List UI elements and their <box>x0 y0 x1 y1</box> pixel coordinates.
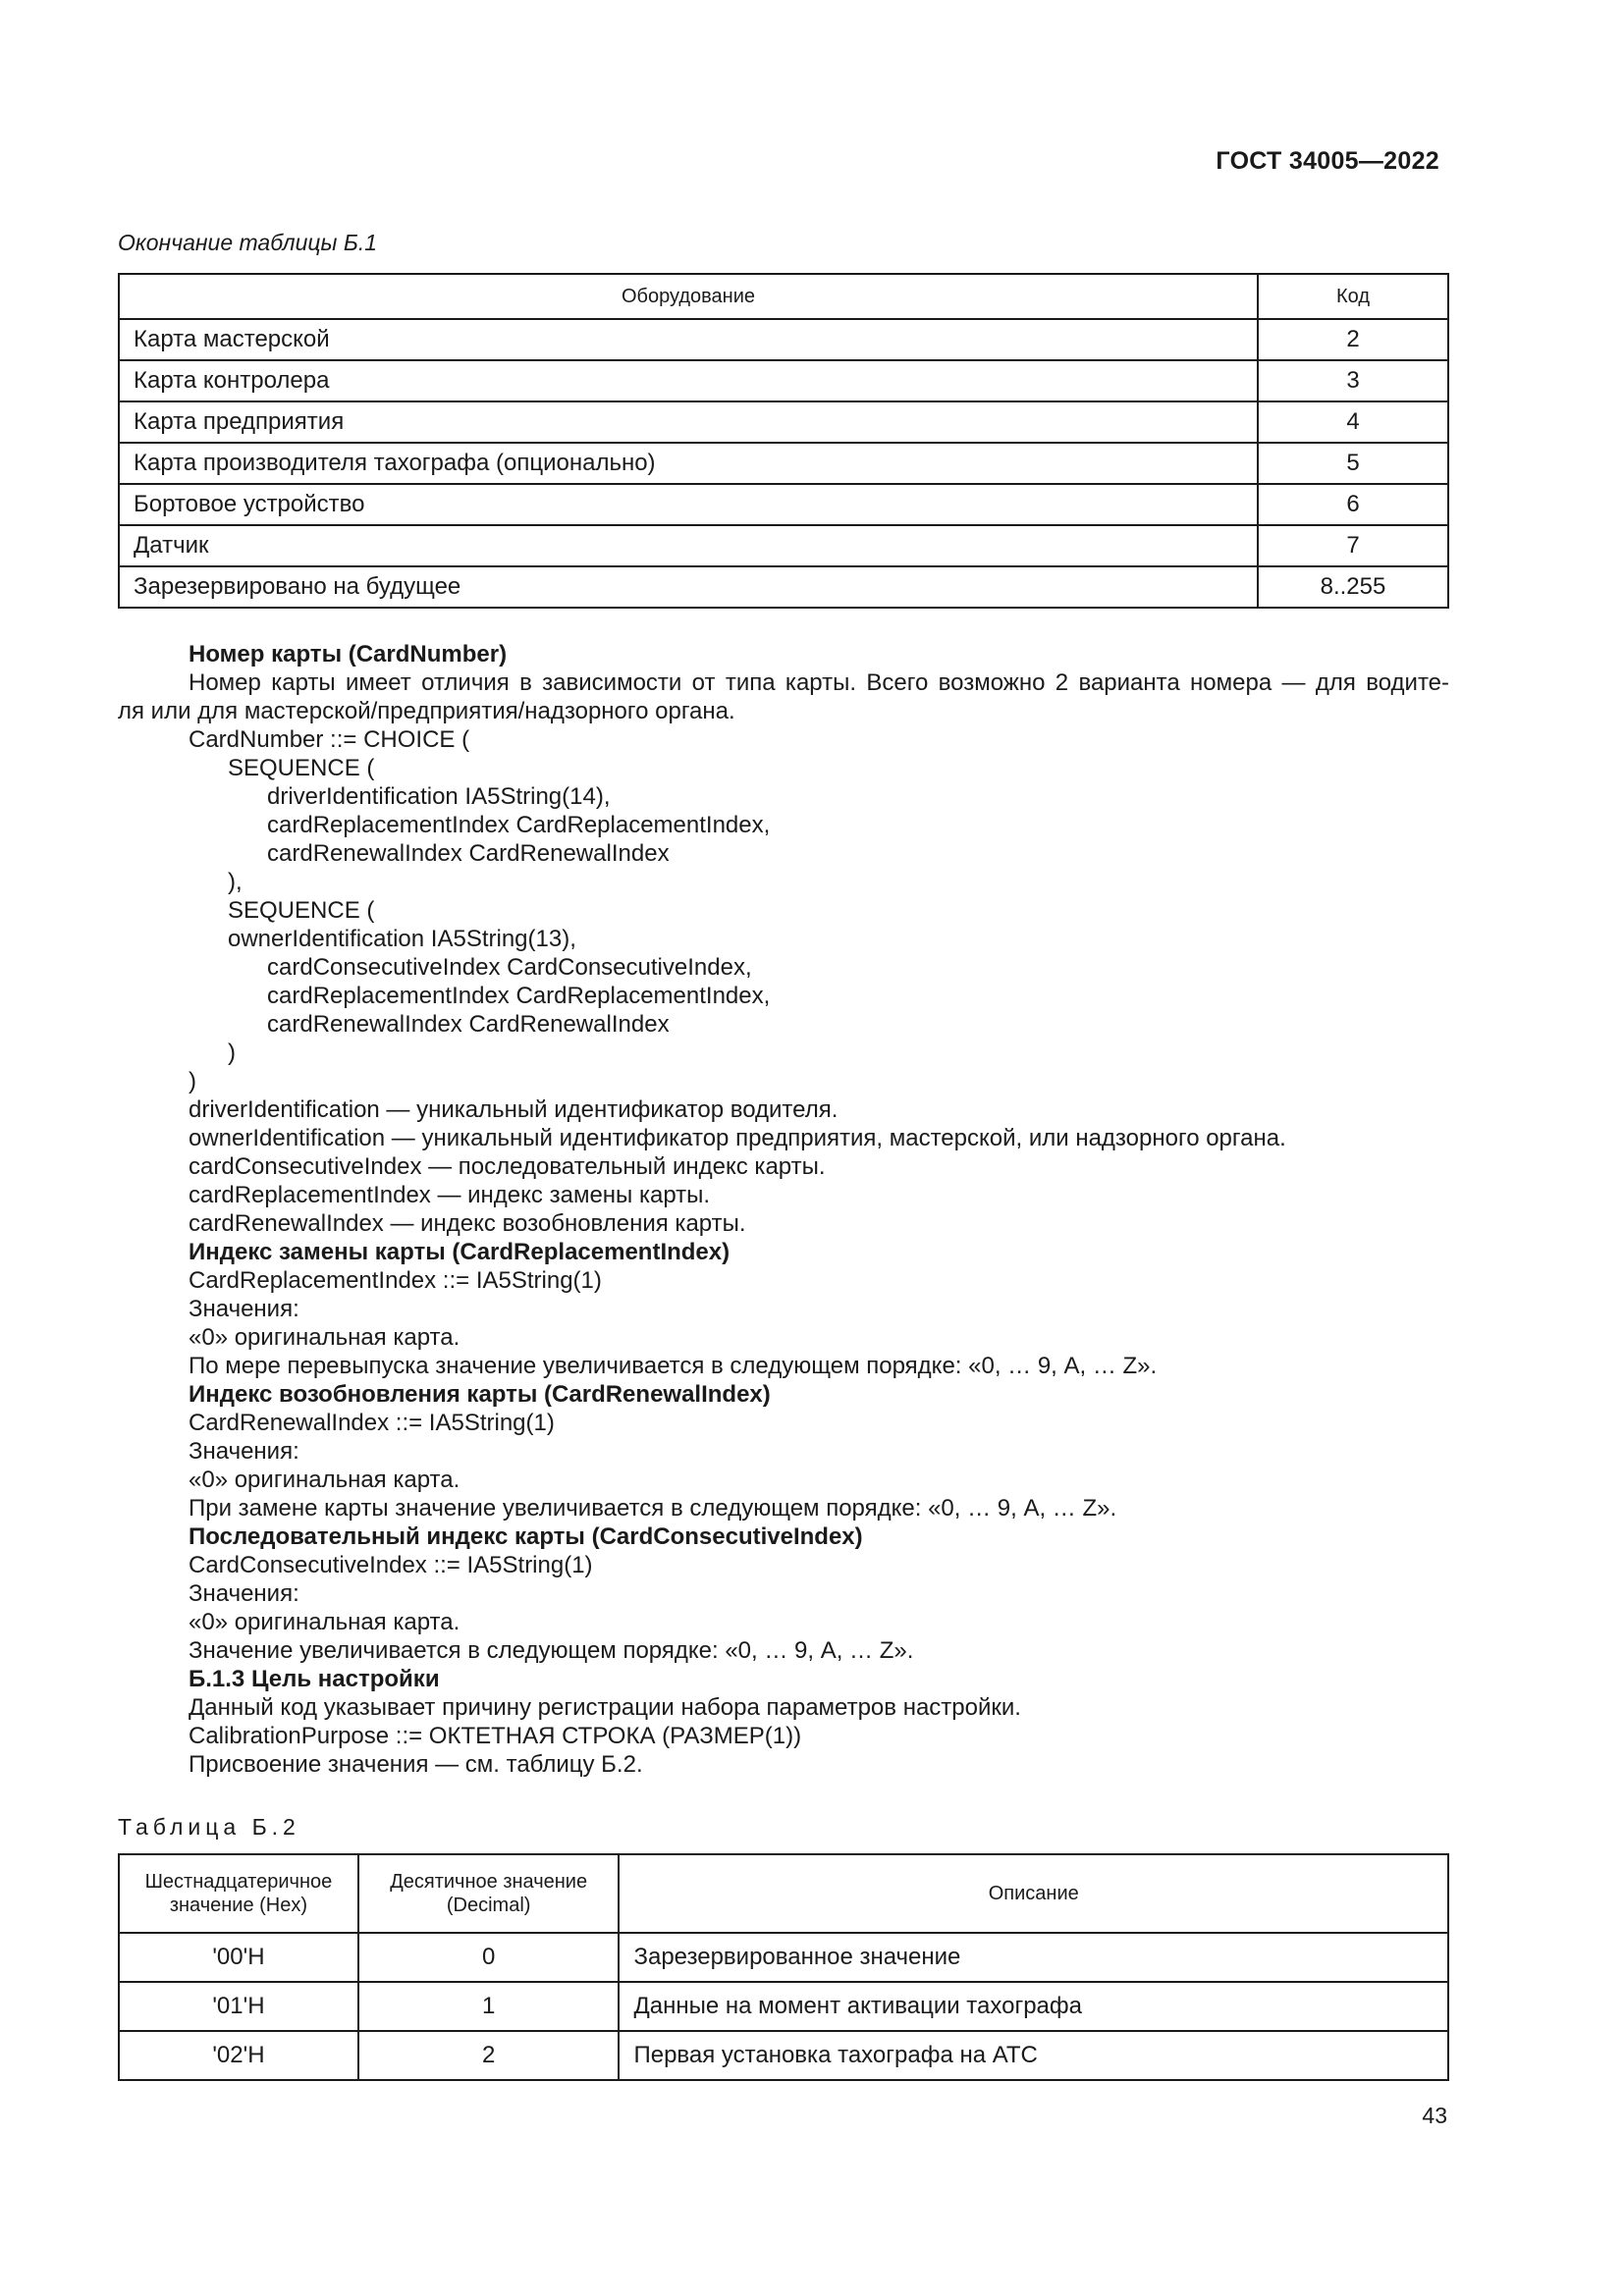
code-cell: 6 <box>1258 484 1448 525</box>
document-id: ГОСТ 34005—2022 <box>1216 147 1439 175</box>
description-cell: Первая установка тахографа на АТС <box>619 2031 1448 2080</box>
page-number: 43 <box>1422 2103 1447 2128</box>
description-cell: Данные на момент активации тахографа <box>619 1982 1448 2031</box>
code-cell: 4 <box>1258 401 1448 443</box>
code-line: SEQUENCE ( <box>228 755 375 781</box>
hex-cell: '01'H <box>119 1982 358 2031</box>
table-row <box>119 401 1448 443</box>
table-row <box>119 566 1448 608</box>
column-header-code: Код <box>1258 274 1448 319</box>
equipment-cell: Карта мастерской <box>119 319 1258 360</box>
paragraph-line: Номер карты имеет отличия в зависимости от типа карты. Всего возможно 2 варианта номера — для водите- <box>189 669 1449 696</box>
code-line: CardNumber ::= CHOICE ( <box>189 726 470 753</box>
definition-line: cardRenewalIndex — индекс возобновления карты. <box>189 1210 746 1237</box>
equipment-cell: Зарезервировано на будущее <box>119 566 1258 608</box>
code-line: driverIdentification IA5String(14), <box>267 783 611 810</box>
equipment-cell: Карта контролера <box>119 360 1258 401</box>
paragraph-line: По мере перевыпуска значение увеличивается в следующем порядке: «0, … 9, A, … Z». <box>189 1353 1158 1379</box>
hex-cell: '00'H <box>119 1933 358 1982</box>
table-row <box>119 1933 1448 1982</box>
column-header-description: Описание <box>619 1854 1448 1933</box>
code-cell: 3 <box>1258 360 1448 401</box>
definition-line: cardConsecutiveIndex — последовательный индекс карты. <box>189 1153 826 1180</box>
definition-line: ownerIdentification — уникальный идентификатор предприятия, мастерской, или надзорного органа. <box>189 1125 1286 1151</box>
code-line: cardReplacementIndex CardReplacementIndex, <box>267 983 771 1009</box>
table-row <box>119 1982 1448 2031</box>
description-cell: Зарезервированное значение <box>619 1933 1448 1982</box>
code-line: cardRenewalIndex CardRenewalIndex <box>267 1011 670 1038</box>
definition-line: driverIdentification — уникальный идентификатор водителя. <box>189 1096 839 1123</box>
paragraph-line: Значения: <box>189 1438 299 1465</box>
code-line: CardReplacementIndex ::= IA5String(1) <box>189 1267 602 1294</box>
code-line: CalibrationPurpose ::= ОКТЕТНАЯ СТРОКА (РАЗМЕР(1)) <box>189 1723 802 1749</box>
paragraph-line: Значения: <box>189 1296 299 1322</box>
code-line: CardRenewalIndex ::= IA5String(1) <box>189 1410 555 1436</box>
code-cell: 7 <box>1258 525 1448 566</box>
table-row <box>119 319 1448 360</box>
code-line: ownerIdentification IA5String(13), <box>228 926 576 952</box>
section-heading: Последовательный индекс карты (CardConsecutiveIndex) <box>189 1523 863 1550</box>
code-line: cardConsecutiveIndex CardConsecutiveIndex, <box>267 954 752 981</box>
decimal-cell: 0 <box>358 1933 620 1982</box>
code-line: cardReplacementIndex CardReplacementIndex, <box>267 812 771 838</box>
code-cell: 5 <box>1258 443 1448 484</box>
paragraph-line: Значение увеличивается в следующем порядке: «0, … 9, A, … Z». <box>189 1637 914 1664</box>
paragraph-line: «0» оригинальная карта. <box>189 1467 460 1493</box>
table-header-row <box>119 274 1448 319</box>
paragraph-line: «0» оригинальная карта. <box>189 1609 460 1635</box>
equipment-cell: Бортовое устройство <box>119 484 1258 525</box>
table-row <box>119 525 1448 566</box>
table-header-row <box>119 1854 1448 1933</box>
body-text <box>118 640 1449 1779</box>
code-line: CardConsecutiveIndex ::= IA5String(1) <box>189 1552 593 1578</box>
definition-line: cardReplacementIndex — индекс замены карты. <box>189 1182 711 1208</box>
column-header-equipment: Оборудование <box>119 274 1258 319</box>
paragraph-line: Присвоение значения — см. таблицу Б.2. <box>189 1751 643 1778</box>
paragraph-line: При замене карты значение увеличивается в следующем порядке: «0, … 9, A, … Z». <box>189 1495 1117 1522</box>
column-header-hex: Шестнадцатеричное значение (Hex) <box>119 1854 358 1933</box>
paragraph-line: ля или для мастерской/предприятия/надзорного органа. <box>118 698 735 724</box>
table-b2 <box>118 1853 1449 2081</box>
decimal-cell: 1 <box>358 1982 620 2031</box>
paragraph-line: «0» оригинальная карта. <box>189 1324 460 1351</box>
equipment-cell: Карта производителя тахографа (опционально) <box>119 443 1258 484</box>
code-cell: 8..255 <box>1258 566 1448 608</box>
code-line: ) <box>189 1068 196 1095</box>
table-b2-label: Таблица Б.2 <box>118 1814 300 1840</box>
code-line: SEQUENCE ( <box>228 897 375 924</box>
table-b1 <box>118 273 1449 609</box>
paragraph-line: Данный код указывает причину регистрации набора параметров настройки. <box>189 1694 1021 1721</box>
equipment-cell: Датчик <box>119 525 1258 566</box>
code-cell: 2 <box>1258 319 1448 360</box>
code-line: ) <box>228 1040 236 1066</box>
decimal-cell: 2 <box>358 2031 620 2080</box>
column-header-decimal: Десятичное значение (Decimal) <box>358 1854 620 1933</box>
code-line: cardRenewalIndex CardRenewalIndex <box>267 840 670 867</box>
equipment-cell: Карта предприятия <box>119 401 1258 443</box>
paragraph-line: Значения: <box>189 1580 299 1607</box>
table-b1-caption: Окончание таблицы Б.1 <box>118 230 378 255</box>
section-heading: Индекс возобновления карты (CardRenewalIndex) <box>189 1381 771 1408</box>
section-heading: Б.1.3 Цель настройки <box>189 1666 440 1692</box>
table-row <box>119 484 1448 525</box>
code-line: ), <box>228 869 243 895</box>
table-row <box>119 2031 1448 2080</box>
section-heading: Индекс замены карты (CardReplacementIndex) <box>189 1239 731 1265</box>
table-row <box>119 360 1448 401</box>
hex-cell: '02'H <box>119 2031 358 2080</box>
table-row <box>119 443 1448 484</box>
section-heading: Номер карты (CardNumber) <box>189 641 508 667</box>
